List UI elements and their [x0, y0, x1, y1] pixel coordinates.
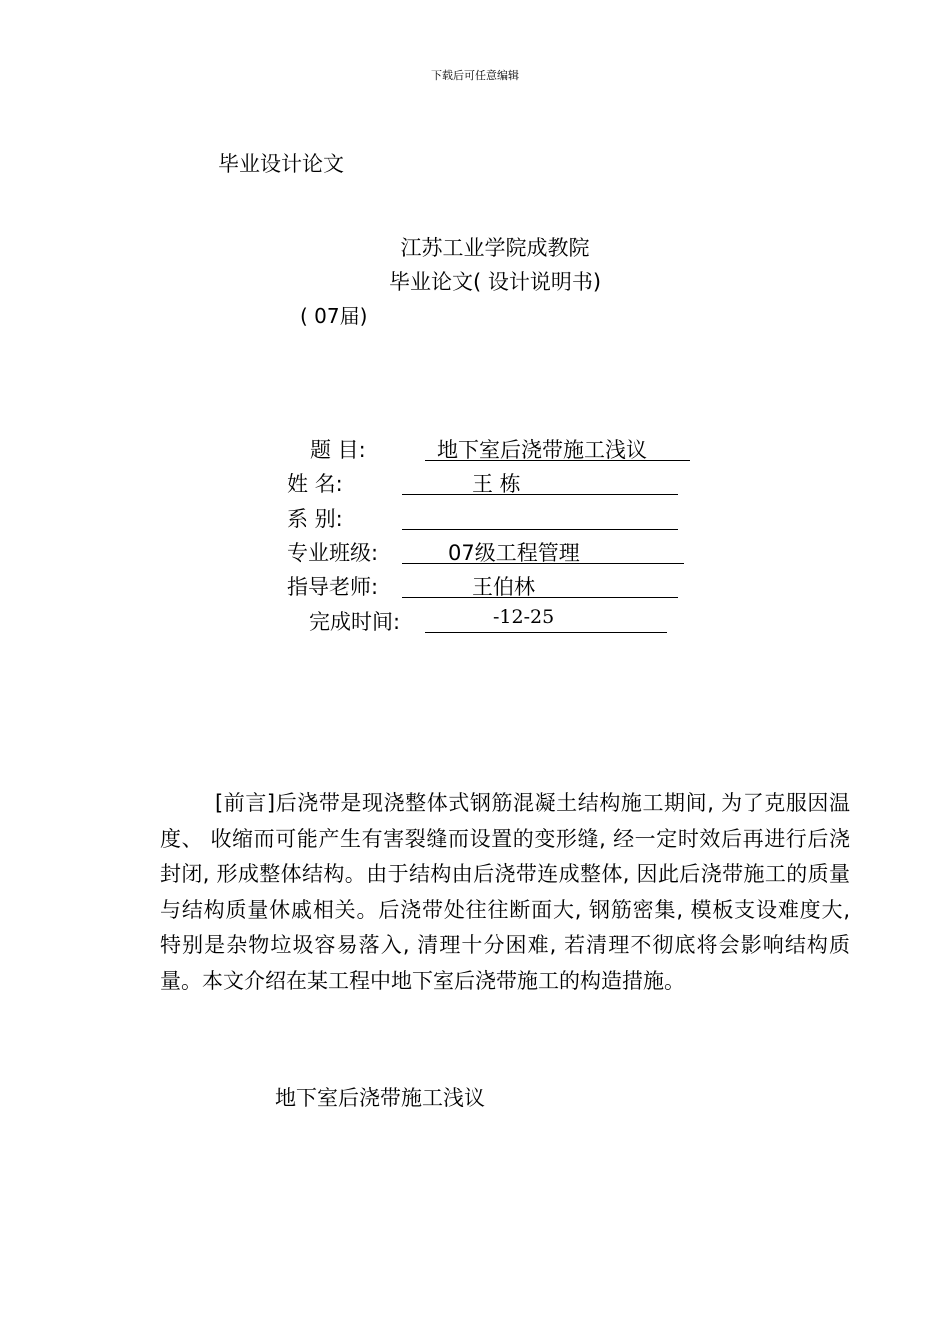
- section-title: 地下室后浇带施工浅议: [275, 1086, 485, 1110]
- header-note: 下载后可任意编辑: [431, 69, 519, 82]
- topic-label: 题 目:: [310, 438, 366, 462]
- name-field: [402, 468, 678, 495]
- advisor-value: 王伯林: [472, 575, 535, 599]
- date-value: -12-25: [493, 606, 555, 628]
- major-value: 07级工程管理: [448, 541, 580, 565]
- preface-paragraph: [前言]后浇带是现浇整体式钢筋混凝土结构施工期间, 为了克服因温度、 收缩而可能产生有害裂缝而设置的变形缝, 经一定时效后再进行后浇封闭, 形成整体结构。由于结构由后浇带连成整体, 因此后浇带施工的质量与结构质量休戚相关。后浇带处往往断面大, 钢筋密集, 模板支设难度大, 特别是杂物垃圾容易落入, 清理十分困难, 若清理不彻底将会影响结构质量。本文介绍在某工程中地下室后浇带施工的构造措施。: [160, 791, 850, 993]
- department-label: 系 别:: [287, 507, 343, 531]
- major-label: 专业班级:: [287, 541, 379, 565]
- major-field: [402, 537, 684, 564]
- department-field: [402, 503, 678, 530]
- topic-field: [425, 434, 690, 461]
- date-field: [425, 606, 667, 633]
- date-label: 完成时间:: [309, 610, 401, 634]
- advisor-label: 指导老师:: [287, 575, 379, 599]
- topic-value: 地下室后浇带施工浅议: [437, 438, 647, 462]
- advisor-field: [402, 571, 678, 598]
- document-type: 毕业设计论文: [218, 152, 344, 176]
- name-label: 姓 名:: [287, 472, 343, 496]
- session-label: ( 07届): [300, 304, 368, 328]
- name-value: 王 栋: [472, 472, 521, 496]
- school-name: 江苏工业学院成教院: [400, 236, 590, 260]
- document-subtitle: 毕业论文( 设计说明书): [388, 270, 602, 294]
